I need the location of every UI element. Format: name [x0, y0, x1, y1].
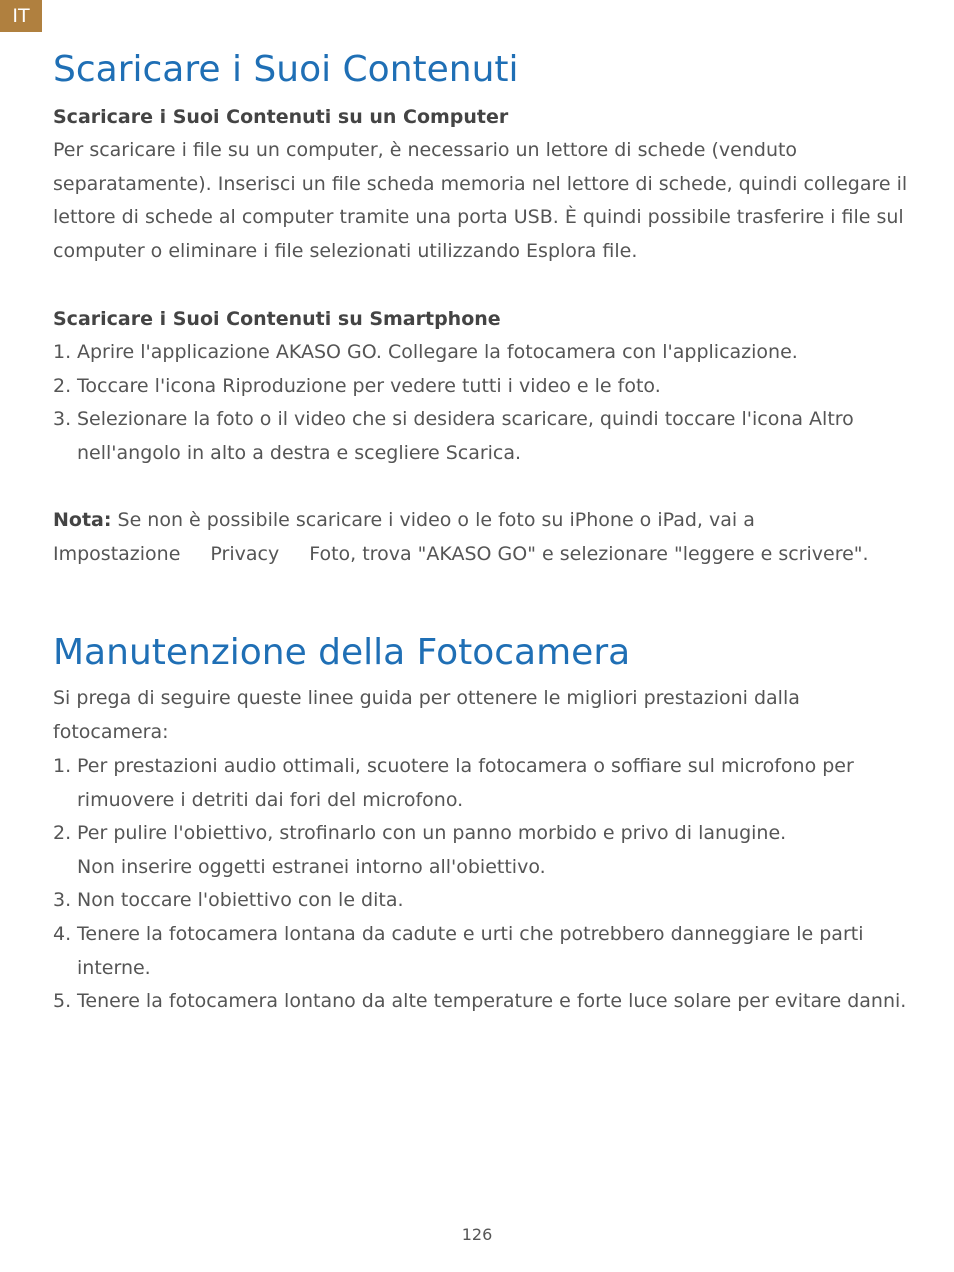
list-item: 2. Per pulire l'obiettivo, strofinarlo con un panno morbido e privo di lanugine. Non inserire oggetti estranei intorno all'obiettivo.	[53, 822, 787, 878]
note-text: Se non è possibile scaricare i video o le foto su iPhone o iPad, vai a	[111, 509, 755, 531]
subheading-smartphone: Scaricare i Suoi Contenuti su Smartphone	[53, 308, 501, 330]
subheading-computer: Scaricare i Suoi Contenuti su un Computer	[53, 106, 509, 128]
smartphone-steps	[53, 336, 913, 470]
section-title-maintenance: Manutenzione della Fotocamera	[53, 632, 631, 673]
note-path-photos: Foto, trova "AKASO GO" e selezionare "leggere e scrivere".	[309, 542, 869, 565]
note-label: Nota:	[53, 509, 112, 531]
list-item: 2. Toccare l'icona Riproduzione per vedere tutti i video e le foto.	[53, 374, 661, 397]
paragraph-computer: Per scaricare i file su un computer, è necessario un lettore di schede (venduto separatamente). Inserisci un file scheda memoria nel lettore di schede, quindi collegare il lettore di schede al computer tramite una porta USB. È quindi possibile trasferire i file sul computer o eliminare i file selezionati utilizzando Esplora file.	[53, 139, 908, 262]
list-item: 4. Tenere la fotocamera lontana da cadute e urti che potrebbero danneggiare le parti interne.	[53, 922, 864, 979]
note-paragraph	[53, 504, 913, 571]
maintenance-list	[53, 750, 913, 1019]
section-title-download: Scaricare i Suoi Contenuti	[53, 49, 519, 90]
list-item: 3. Non toccare l'obiettivo con le dita.	[53, 889, 404, 912]
note-path-settings: Impostazione	[53, 542, 181, 565]
page-number: 126	[461, 1225, 493, 1244]
list-item: 1. Aprire l'applicazione AKASO GO. Collegare la fotocamera con l'applicazione.	[53, 341, 798, 363]
language-tab: IT	[0, 0, 42, 32]
list-item: 5. Tenere la fotocamera lontano da alte temperature e forte luce solare per evitare danni.	[53, 990, 907, 1013]
maintenance-intro: Si prega di seguire queste linee guida per ottenere le migliori prestazioni dalla fotocamera:	[53, 687, 800, 743]
note-path-privacy: Privacy	[210, 542, 280, 565]
list-item: 1. Per prestazioni audio ottimali, scuotere la fotocamera o soffiare sul microfono per rimuovere i detriti dai fori del microfono.	[53, 755, 854, 811]
list-item: 3. Selezionare la foto o il video che si desidera scaricare, quindi toccare l'icona Altro nell'angolo in alto a destra e scegliere Scarica.	[53, 408, 854, 464]
